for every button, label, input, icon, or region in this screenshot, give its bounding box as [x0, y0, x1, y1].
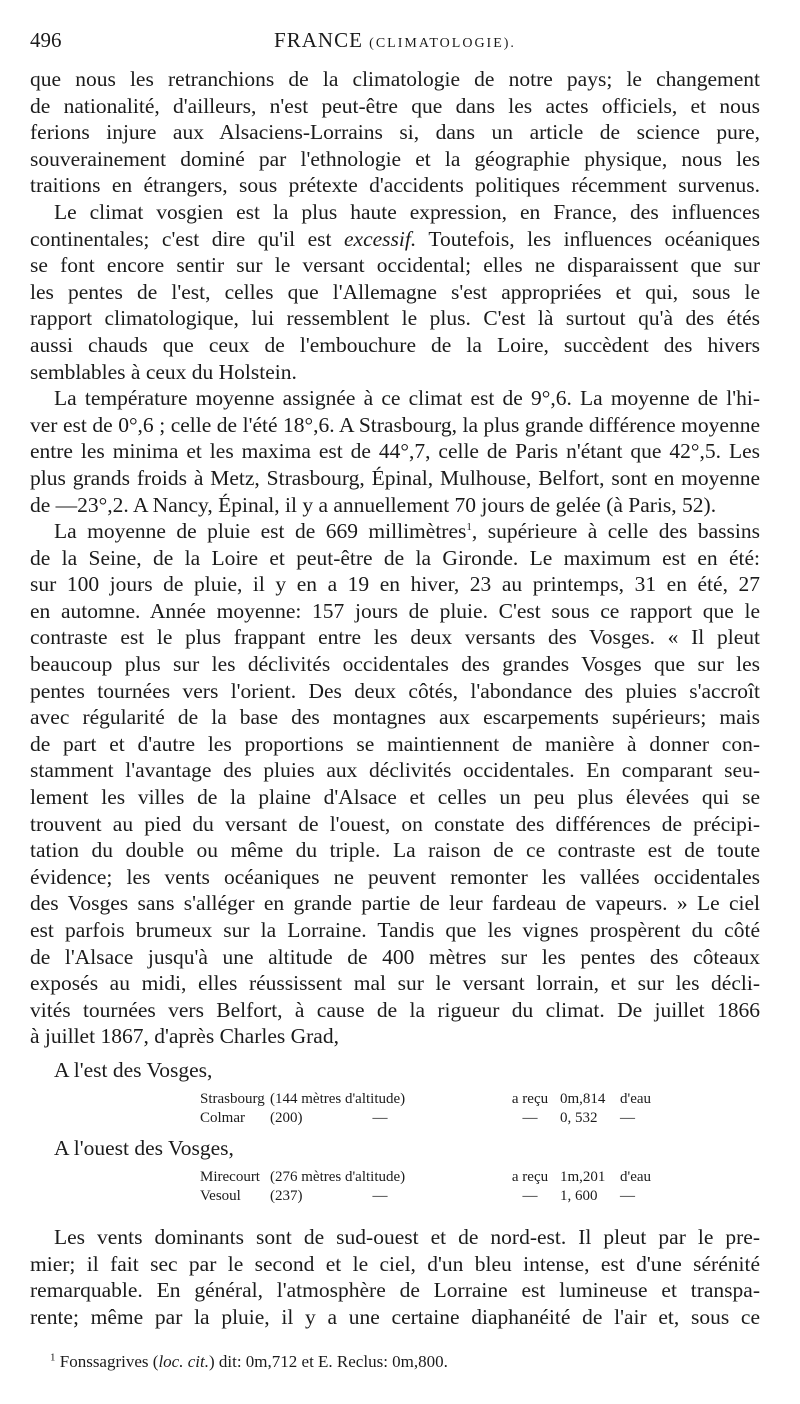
section-east	[30, 1050, 760, 1128]
paragraph-temperature	[30, 385, 760, 518]
footnote-text: Fonssagrives (	[55, 1352, 159, 1371]
rainfall-unit: d'eau	[620, 1090, 652, 1107]
body-text	[30, 66, 760, 1330]
emphasis-excessif: excessif.	[344, 226, 417, 251]
paragraph-pluie	[30, 518, 760, 1050]
text-run: , supérieure à celle des bassins	[471, 519, 760, 544]
text-line: La température moyenne assignée à ce climat est de 9°,6. La moyenne de l'hi-	[54, 386, 760, 411]
rainfall-value: 0m,814	[560, 1090, 606, 1107]
text-line: lement les villes de la plaine d'Alsace et celles un peu plus élevées qui se	[30, 785, 760, 810]
running-header	[30, 28, 760, 58]
rainfall-unit: —	[620, 1109, 635, 1126]
table-row	[200, 1168, 760, 1187]
text-line: de l'Alsace jusqu'à une altitude de 400 mètres sur les pentes des côteaux	[30, 944, 760, 969]
text-line: souverainement dominé par l'ethnologie et la géographie physique, nous les	[30, 146, 760, 171]
text-line: Les vents dominants sont de sud-ouest et de nord-est. Il pleut par le pre-	[54, 1224, 760, 1249]
text-line: de part et d'autre les proportions se maintiennent de manière à donner con-	[30, 731, 760, 756]
rainfall-table-east	[200, 1090, 760, 1128]
verb: a reçu	[511, 1090, 549, 1107]
text-line: évidence; les vents océaniques ne peuvent remonter les vallées occidentales	[30, 864, 760, 889]
city-name: Mirecourt	[200, 1168, 260, 1185]
text-line: stamment l'avantage des pluies aux déclivités occidentales. En comparant seu-	[30, 758, 760, 783]
ditto-mark: —	[372, 1109, 388, 1126]
text-line: des Vosges sans s'alléger en grande partie de leur fardeau de vapeurs. » Le ciel	[30, 891, 760, 916]
paragraph-climat-vosgien	[30, 199, 760, 385]
text-line: traitions en étrangers, sous prétexte d'accidents politiques récemment survenus.	[30, 173, 760, 198]
text-line: beaucoup plus sur les déclivités occidentales des grandes Vosges que sur les	[30, 652, 760, 677]
text-line: trouvent au pied du versant de l'ouest, on constate des différences de précipi-	[30, 811, 760, 836]
text-line	[30, 226, 760, 253]
text-line: contraste est le plus frappant entre les deux versants des Vosges. « Il pleut	[30, 625, 760, 650]
footnote-citation: loc. cit.	[158, 1352, 209, 1371]
city-name: Strasbourg	[200, 1090, 265, 1107]
footnote-marker: 1	[466, 520, 472, 533]
rainfall-table-west	[200, 1168, 760, 1206]
section-heading: A l'est des Vosges,	[54, 1057, 213, 1082]
city-altitude: (144 mètres d'altitude)	[270, 1090, 406, 1107]
text-line: les pentes de l'est, celles que l'Allemagne s'est appropriées et qui, sous le	[30, 279, 760, 304]
text-line: ferions injure aux Alsaciens-Lorrains si, dans un article de science pure,	[30, 120, 760, 145]
city-name: Colmar	[200, 1109, 245, 1126]
text-line: remarquable. En général, l'atmosphère de Lorraine est lumineuse et transpa-	[30, 1278, 760, 1303]
section-west	[30, 1128, 760, 1206]
verb: a reçu	[511, 1168, 549, 1185]
paragraph-continuation	[30, 66, 760, 199]
table-row	[200, 1187, 760, 1206]
text-line: rapport climatologique, lui ressemblent le plus. C'est là surtout qu'à des étés	[30, 306, 760, 331]
text-line: que nous les retranchions de la climatologie de notre pays; le changement	[30, 67, 760, 91]
text-line: aussi chauds que ceux de l'embouchure de la Loire, succèdent des hivers	[30, 332, 760, 357]
table-row	[200, 1109, 760, 1128]
text-line: se font encore sentir sur le versant occidental; elles ne disparaissent que sur	[30, 253, 760, 278]
altitude-value: (237)	[270, 1187, 303, 1204]
altitude-value: (200)	[270, 1109, 303, 1126]
text-line: en automne. Année moyenne: 157 jours de pluie. C'est sous ce rapport que le	[30, 598, 760, 623]
text-line: à juillet 1867, d'après Charles Grad,	[30, 1024, 339, 1049]
text-line: Le climat vosgien est la plus haute expression, en France, des influences	[54, 199, 760, 224]
paragraph-vents	[30, 1224, 760, 1330]
page-number: 496	[30, 28, 62, 52]
rainfall-value: 0, 532	[560, 1109, 598, 1126]
text-line: de la Seine, de la Loire et peut-être de la Gironde. Le maximum est en été:	[30, 545, 760, 570]
running-title	[30, 28, 760, 53]
city-altitude	[270, 1109, 500, 1128]
text-line: semblables à ceux du Holstein.	[30, 359, 297, 384]
text-line: mier; il fait sec par le second et le ciel, d'un bleu intense, est d'une sérénité	[30, 1251, 760, 1276]
text-line: sur 100 jours de pluie, il y en a 19 en hiver, 23 au printemps, 31 en été, 27	[30, 572, 760, 597]
text-line: avec régularité de la base des montagnes aux escarpements supérieurs; mais	[30, 705, 760, 730]
text-line: tation du double ou même du triple. La raison de ce contraste est de toute	[30, 838, 760, 863]
text-line: de nationalité, d'ailleurs, n'est peut-être que dans les actes officiels, et nous	[30, 93, 760, 118]
text-line: est parfois brumeux sur la Lorraine. Tandis que les vignes prospèrent du côté	[30, 918, 760, 942]
verb: —	[522, 1109, 538, 1126]
rainfall-value: 1, 600	[560, 1187, 598, 1204]
text-run: La moyenne de pluie est de 669 millimètres	[54, 519, 467, 544]
text-line: exposés au midi, elles réussissent mal sur le versant lorrain, et sur les décli-	[30, 971, 760, 996]
text-run: Toutefois, les influences océaniques	[416, 226, 760, 251]
section-heading: A l'ouest des Vosges,	[54, 1135, 234, 1160]
rainfall-unit: —	[620, 1187, 635, 1204]
footnote	[50, 1352, 448, 1372]
verb: —	[522, 1187, 538, 1204]
text-run: continentales; c'est dire qu'il est	[30, 226, 344, 251]
rainfall-unit: d'eau	[620, 1168, 652, 1185]
text-line: de —23°,2. A Nancy, Épinal, il y a annuellement 70 jours de gelée (à Paris, 52).	[30, 492, 717, 517]
running-title-main: FRANCE	[274, 28, 363, 52]
ditto-mark: —	[372, 1187, 388, 1204]
city-altitude: (276 mètres d'altitude)	[270, 1168, 406, 1185]
city-altitude	[270, 1187, 500, 1206]
text-line: entre les minima et les maxima est de 44°,7, celle de Paris n'étant que 42°,5. Les	[30, 439, 760, 464]
text-line: pentes tournées vers l'orient. Des deux côtés, l'abondance des pluies s'accroît	[30, 678, 760, 703]
running-title-sub: (CLIMATOLOGIE).	[369, 36, 516, 51]
text-line: rente; même par la pluie, il y a une certaine diaphanéité de l'air et, sous ce	[30, 1304, 760, 1329]
text-line: vités tournées vers Belfort, à cause de la rigueur du climat. De juillet 1866	[30, 997, 760, 1022]
city-name: Vesoul	[200, 1187, 241, 1204]
text-line	[30, 518, 760, 545]
rainfall-value: 1m,201	[560, 1168, 606, 1185]
text-line: plus grands froids à Metz, Strasbourg, Épinal, Mulhouse, Belfort, sont en moyenne	[30, 465, 760, 490]
text-line: ver est de 0°,6 ; celle de l'été 18°,6. A Strasbourg, la plus grande différence moyenne	[30, 412, 760, 437]
footnote-text: ) dit: 0m,712 et E. Reclus: 0m,800.	[208, 1352, 448, 1371]
footnote-marker: 1	[50, 1351, 56, 1364]
table-row	[200, 1090, 760, 1109]
